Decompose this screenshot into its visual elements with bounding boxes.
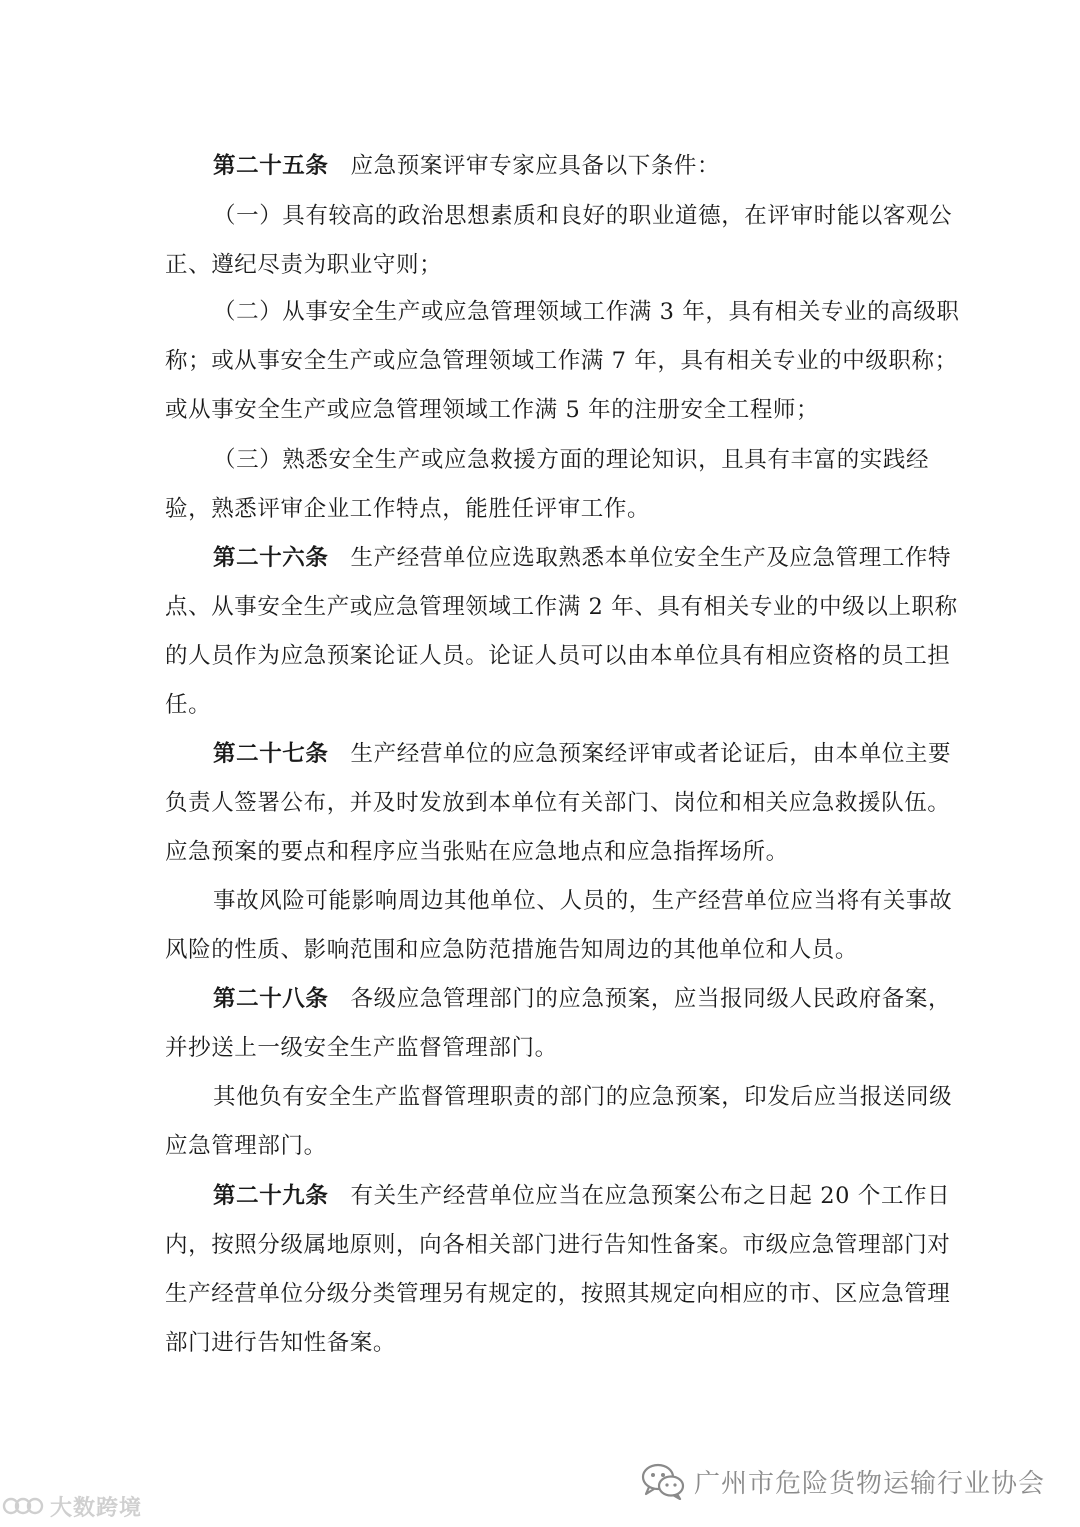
article-27-line-3: 应急预案的要点和程序应当张贴在应急地点和应急指挥场所。 (165, 839, 789, 865)
article-27-heading (213, 739, 952, 769)
article-27-para-2-line-1: 事故风险可能影响周边其他单位、人员的，生产经营单位应当将有关事故 (213, 888, 953, 914)
article-29-number: 第二十九条 (213, 1183, 329, 1209)
article-26-line-3: 的人员作为应急预案论证人员。论证人员可以由本单位具有相应资格的员工担 (165, 643, 951, 669)
article-28-para-2-line-2: 应急管理部门。 (165, 1133, 327, 1159)
wechat-watermark (640, 1461, 1060, 1501)
article-28-para-2-line-1: 其他负有安全生产监督管理职责的部门的应急预案，印发后应当报送同级 (213, 1084, 953, 1110)
article-25-item-1-line-1: （一）具有较高的政治思想素质和良好的职业道德，在评审时能以客观公 (213, 203, 953, 229)
article-26-heading (213, 543, 952, 573)
article-26-text: 生产经营单位应选取熟悉本单位安全生产及应急管理工作特 (350, 545, 952, 571)
article-25-item-3-line-2: 验，熟悉评审企业工作特点，能胜任评审工作。 (165, 496, 651, 522)
article-29-line-3: 生产经营单位分级分类管理另有规定的，按照其规定向相应的市、区应急管理 (165, 1281, 951, 1307)
brand-watermark (2, 1489, 142, 1523)
article-25-text: 应急预案评审专家应具备以下条件： (350, 153, 721, 179)
article-25-item-2-line-3: 或从事安全生产或应急管理领域工作满 5 年的注册安全工程师； (165, 397, 820, 423)
article-25-item-2-line-1: （二）从事安全生产或应急管理领域工作满 3 年，具有相关专业的高级职 (213, 299, 960, 325)
brand-name: 大数跨境 (50, 1495, 143, 1521)
article-26-line-2: 点、从事安全生产或应急管理领域工作满 2 年、具有相关专业的中级以上职称 (165, 594, 958, 620)
brand-logo-icon (2, 1493, 44, 1519)
wechat-account-name: 广州市危险货物运输行业协会 (694, 1468, 1046, 1499)
article-26-line-4: 任。 (165, 692, 212, 718)
article-29-heading (213, 1181, 951, 1211)
article-27-number: 第二十七条 (213, 741, 329, 767)
article-25-number: 第二十五条 (213, 153, 329, 179)
article-29-line-2: 内，按照分级属地原则，向各相关部门进行告知性备案。市级应急管理部门对 (165, 1232, 951, 1258)
article-25-item-1-line-2: 正、遵纪尽责为职业守则； (165, 252, 443, 278)
article-26-number: 第二十六条 (213, 545, 329, 571)
article-28-text: 各级应急管理部门的应急预案，应当报同级人民政府备案， (350, 986, 952, 1012)
article-28-line-2: 并抄送上一级安全生产监督管理部门。 (165, 1035, 558, 1061)
article-25-heading (213, 151, 925, 181)
article-27-para-2-line-2: 风险的性质、影响范围和应急防范措施告知周边的其他单位和人员。 (165, 937, 859, 963)
article-28-heading (213, 984, 952, 1014)
wechat-icon (640, 1462, 686, 1500)
article-29-line-4: 部门进行告知性备案。 (165, 1330, 397, 1356)
article-29-text: 有关生产经营单位应当在应急预案公布之日起 20 个工作日 (350, 1183, 951, 1209)
article-28-number: 第二十八条 (213, 986, 329, 1012)
article-25-item-3-line-1: （三）熟悉安全生产或应急救援方面的理论知识，且具有丰富的实践经 (213, 447, 930, 473)
article-25-item-2-line-2: 称；或从事安全生产或应急管理领域工作满 7 年，具有相关专业的中级职称； (165, 348, 958, 374)
article-27-line-2: 负责人签署公布，并及时发放到本单位有关部门、岗位和相关应急救援队伍。 (165, 790, 951, 816)
article-27-text: 生产经营单位的应急预案经评审或者论证后，由本单位主要 (350, 741, 952, 767)
